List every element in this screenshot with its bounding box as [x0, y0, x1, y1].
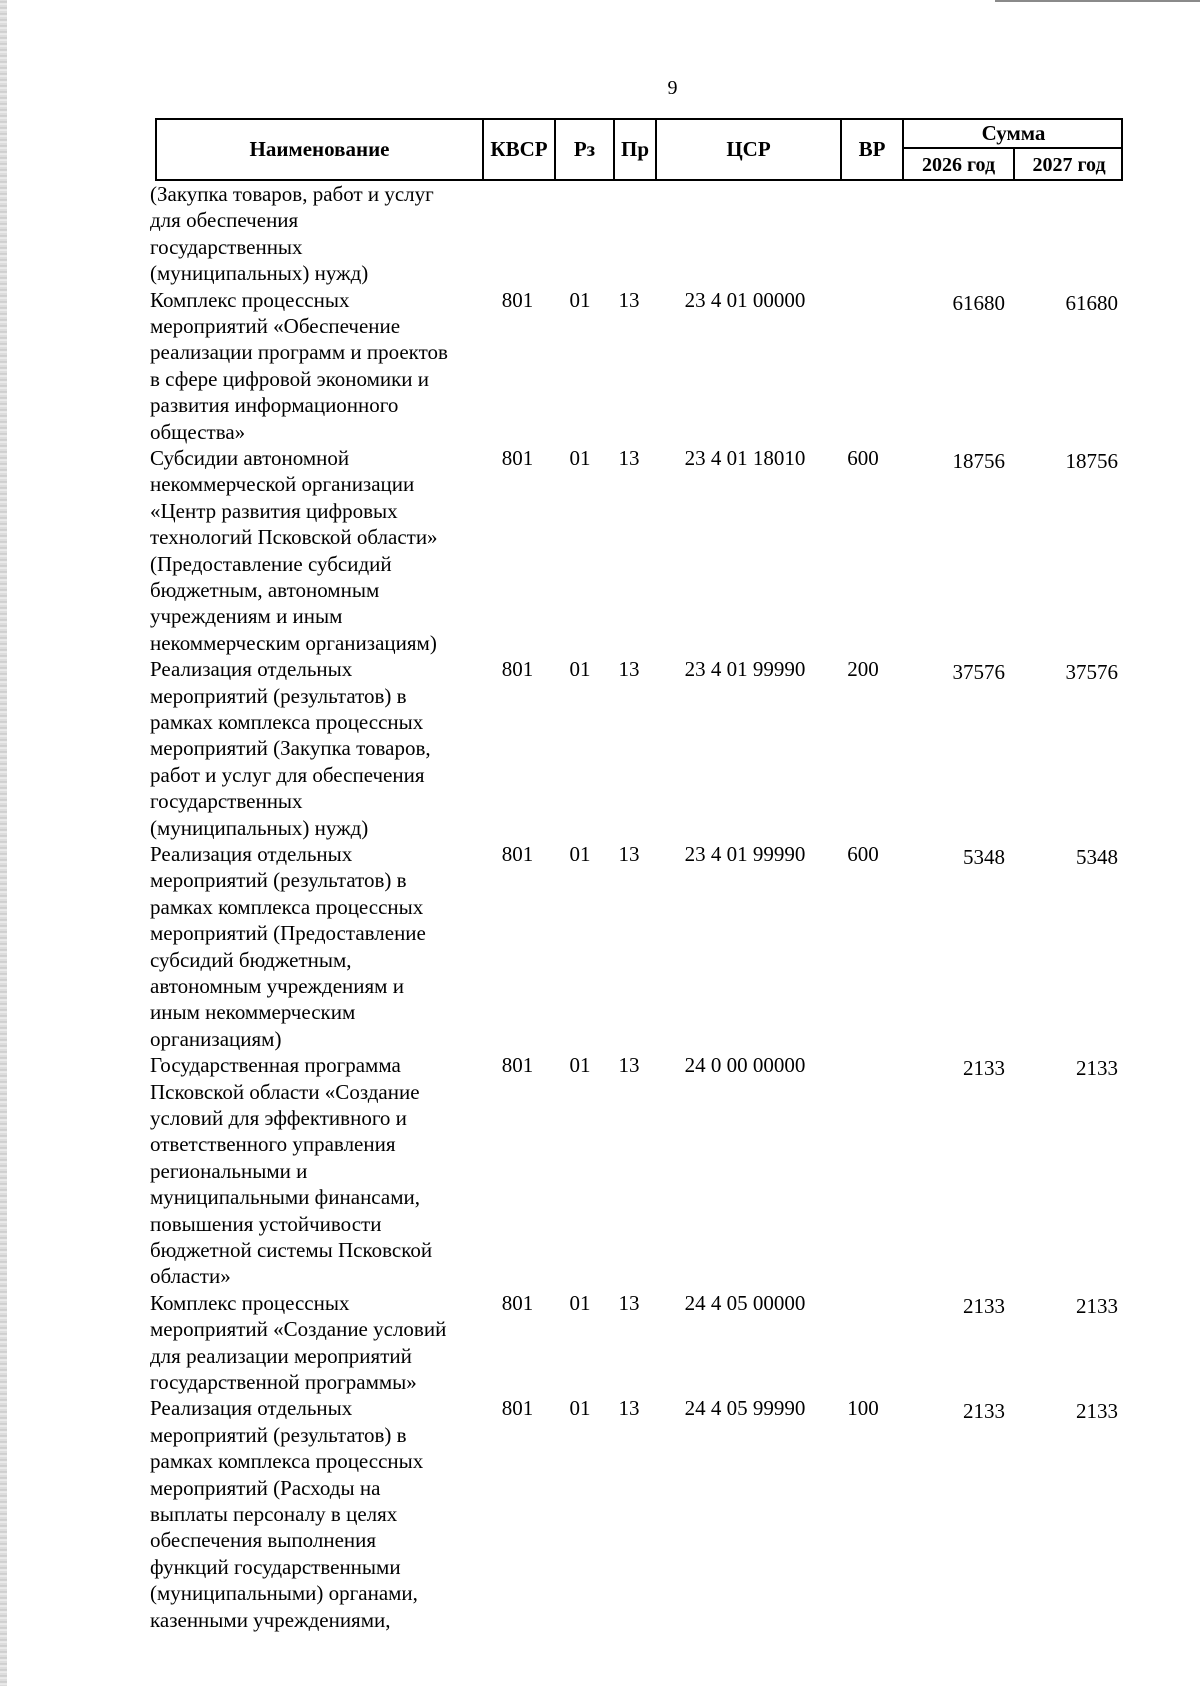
row-name-line: государственных [150, 234, 303, 259]
row-name-line: повышения устойчивости [150, 1211, 382, 1236]
row-name-line: (муниципальных) нужд) [150, 815, 369, 840]
row-name-line: для обеспечения [150, 208, 299, 233]
row-csr: 24 0 00 00000 [684, 1053, 806, 1078]
table-row [0, 1290, 1200, 1396]
row-name-line: Реализация отдельных [150, 842, 353, 866]
row-name-line: муниципальными финансами, [150, 1185, 420, 1210]
row-name-line: реализации программ и проектов [150, 340, 448, 365]
row-sum-2027: 2133 [1076, 1056, 1118, 1081]
row-kvsr: 801 [501, 657, 534, 682]
row-name-line: государственной программы» [150, 1370, 417, 1395]
row-name-line: функций государственными [150, 1554, 401, 1579]
table-row [0, 181, 1200, 287]
row-name-line: условий для эффективного и [150, 1106, 407, 1130]
row-name-line: для реализации мероприятий [150, 1343, 412, 1368]
row-sum-2026: 61680 [952, 290, 1005, 315]
row-pr: 13 [618, 446, 640, 470]
row-name [150, 181, 480, 287]
header-sum: Сумма [902, 120, 1123, 149]
row-name-line: бюджетным, автономным [150, 578, 380, 603]
row-kvsr: 801 [501, 1053, 534, 1078]
row-rz: 01 [569, 657, 591, 682]
row-sum-2026: 5348 [963, 845, 1005, 869]
row-pr: 13 [618, 842, 640, 866]
row-name-line: мероприятий «Обеспечение [150, 314, 401, 338]
row-kvsr: 801 [501, 446, 534, 470]
row-csr: 23 4 01 18010 [684, 446, 806, 470]
row-kvsr: 801 [501, 1396, 534, 1421]
row-name [150, 1290, 480, 1396]
table-row [0, 445, 1200, 656]
row-name-line: казенными учреждениями, [150, 1607, 391, 1632]
row-name [150, 1052, 480, 1290]
row-kvsr: 801 [501, 1290, 534, 1315]
row-name-line: мероприятий (результатов) в [150, 868, 407, 893]
row-name-line: работ и услуг для обеспечения [150, 762, 425, 787]
row-vr: 200 [847, 657, 879, 682]
scan-top-line [995, 0, 1200, 2]
row-csr: 23 4 01 99990 [684, 842, 806, 866]
row-name [150, 445, 480, 656]
row-name-line: мероприятий (Расходы на [150, 1475, 381, 1500]
row-name-line: некоммерческой организации [150, 472, 415, 497]
page-number: 9 [667, 77, 678, 99]
header-rz: Рз [554, 120, 613, 179]
row-kvsr: 801 [501, 287, 534, 312]
row-name-line: бюджетной системы Псковской [150, 1238, 433, 1263]
row-sum-2026: 2133 [963, 1056, 1005, 1081]
row-sum-2027: 2133 [1076, 1399, 1118, 1424]
row-csr: 23 4 01 99990 [684, 657, 806, 682]
row-name-line: государственных [150, 789, 303, 814]
row-name-line: организациям) [150, 1026, 282, 1051]
row-vr: 600 [847, 446, 879, 470]
row-sum-2027: 37576 [1065, 660, 1118, 685]
row-name-line: (Закупка товаров, работ и услуг [150, 182, 434, 206]
row-sum-2027: 2133 [1076, 1293, 1118, 1318]
row-name-line: в сфере цифровой экономики и [150, 366, 430, 391]
row-name-line: мероприятий (результатов) в [150, 1422, 407, 1447]
row-rz: 01 [569, 446, 591, 470]
row-sum-2026: 2133 [963, 1293, 1005, 1318]
row-name-line: «Центр развития цифровых [150, 498, 398, 523]
row-name-line: (муниципальными) органами, [150, 1581, 418, 1606]
row-rz: 01 [569, 287, 591, 312]
row-name-line: автономным учреждениям и [150, 974, 404, 999]
header-vr: ВР [840, 120, 902, 179]
header-name: Наименование [249, 137, 390, 161]
row-name-line: учреждениям и иным [150, 604, 343, 629]
row-rz: 01 [569, 1396, 591, 1421]
row-name-line: мероприятий «Создание условий [150, 1317, 447, 1342]
row-name-line: технологий Псковской области» [150, 525, 438, 550]
row-name-line: выплаты персоналу в целях [150, 1502, 398, 1527]
row-name [150, 287, 480, 445]
row-name-line: мероприятий (результатов) в [150, 683, 407, 708]
row-name-line: мероприятий (Закупка товаров, [150, 736, 431, 761]
row-name-line: (муниципальных) нужд) [150, 261, 369, 286]
row-name-line: Субсидии автономной [150, 446, 350, 470]
row-rz: 01 [569, 1290, 591, 1315]
table-row [0, 656, 1200, 841]
row-name [150, 1395, 480, 1633]
header-pr: Пр [613, 120, 655, 179]
row-name [150, 841, 480, 1052]
row-name-line: субсидий бюджетным, [150, 947, 352, 972]
table-row [0, 287, 1200, 445]
row-name-line: Реализация отдельных [150, 657, 353, 682]
row-name-line: области» [150, 1264, 231, 1289]
row-name-line: Комплекс процессных [150, 287, 350, 312]
table-row [0, 841, 1200, 1052]
row-sum-2026: 37576 [952, 660, 1005, 685]
row-pr: 13 [618, 1290, 640, 1315]
row-name-line: рамках комплекса процессных [150, 1449, 424, 1474]
row-csr: 24 4 05 00000 [684, 1290, 806, 1315]
row-rz: 01 [569, 1053, 591, 1078]
table-row [0, 1052, 1200, 1290]
row-pr: 13 [618, 657, 640, 682]
row-name-line: рамках комплекса процессных [150, 710, 424, 734]
row-csr: 24 4 05 99990 [684, 1396, 806, 1421]
row-rz: 01 [569, 842, 591, 866]
row-name-line: региональными и [150, 1158, 308, 1183]
table-header [155, 118, 1123, 181]
header-year-2026: 2026 год [902, 149, 1013, 181]
row-name-line: иным некоммерческим [150, 1000, 356, 1025]
row-name-line: Комплекс процессных [150, 1290, 350, 1315]
row-csr: 23 4 01 00000 [684, 287, 806, 312]
row-name-line: рамках комплекса процессных [150, 894, 424, 919]
row-sum-2027: 61680 [1065, 290, 1118, 315]
row-vr: 100 [847, 1396, 879, 1421]
row-vr: 600 [847, 842, 879, 866]
row-name-line: Псковской области «Создание [150, 1079, 420, 1104]
row-sum-2027: 18756 [1065, 449, 1118, 473]
table-row [0, 1395, 1200, 1633]
row-name-line: общества» [150, 419, 246, 444]
row-name-line: развития информационного [150, 393, 399, 418]
row-name-line: (Предоставление субсидий [150, 551, 392, 576]
row-name-line: Государственная программа [150, 1053, 401, 1078]
row-name [150, 656, 480, 841]
row-sum-2026: 18756 [952, 449, 1005, 473]
row-kvsr: 801 [501, 842, 534, 866]
row-name-line: обеспечения выполнения [150, 1528, 377, 1553]
row-pr: 13 [618, 1396, 640, 1421]
header-csr: ЦСР [655, 120, 840, 179]
header-kvsr: КВСР [482, 120, 554, 179]
row-sum-2027: 5348 [1076, 845, 1118, 869]
row-name-line: мероприятий (Предоставление [150, 921, 426, 946]
row-pr: 13 [618, 1053, 640, 1078]
row-name-line: некоммерческим организациям) [150, 630, 437, 655]
row-pr: 13 [618, 287, 640, 312]
row-name-line: ответственного управления [150, 1132, 396, 1157]
row-sum-2026: 2133 [963, 1399, 1005, 1424]
header-year-2027: 2027 год [1013, 149, 1123, 181]
row-name-line: Реализация отдельных [150, 1396, 353, 1421]
